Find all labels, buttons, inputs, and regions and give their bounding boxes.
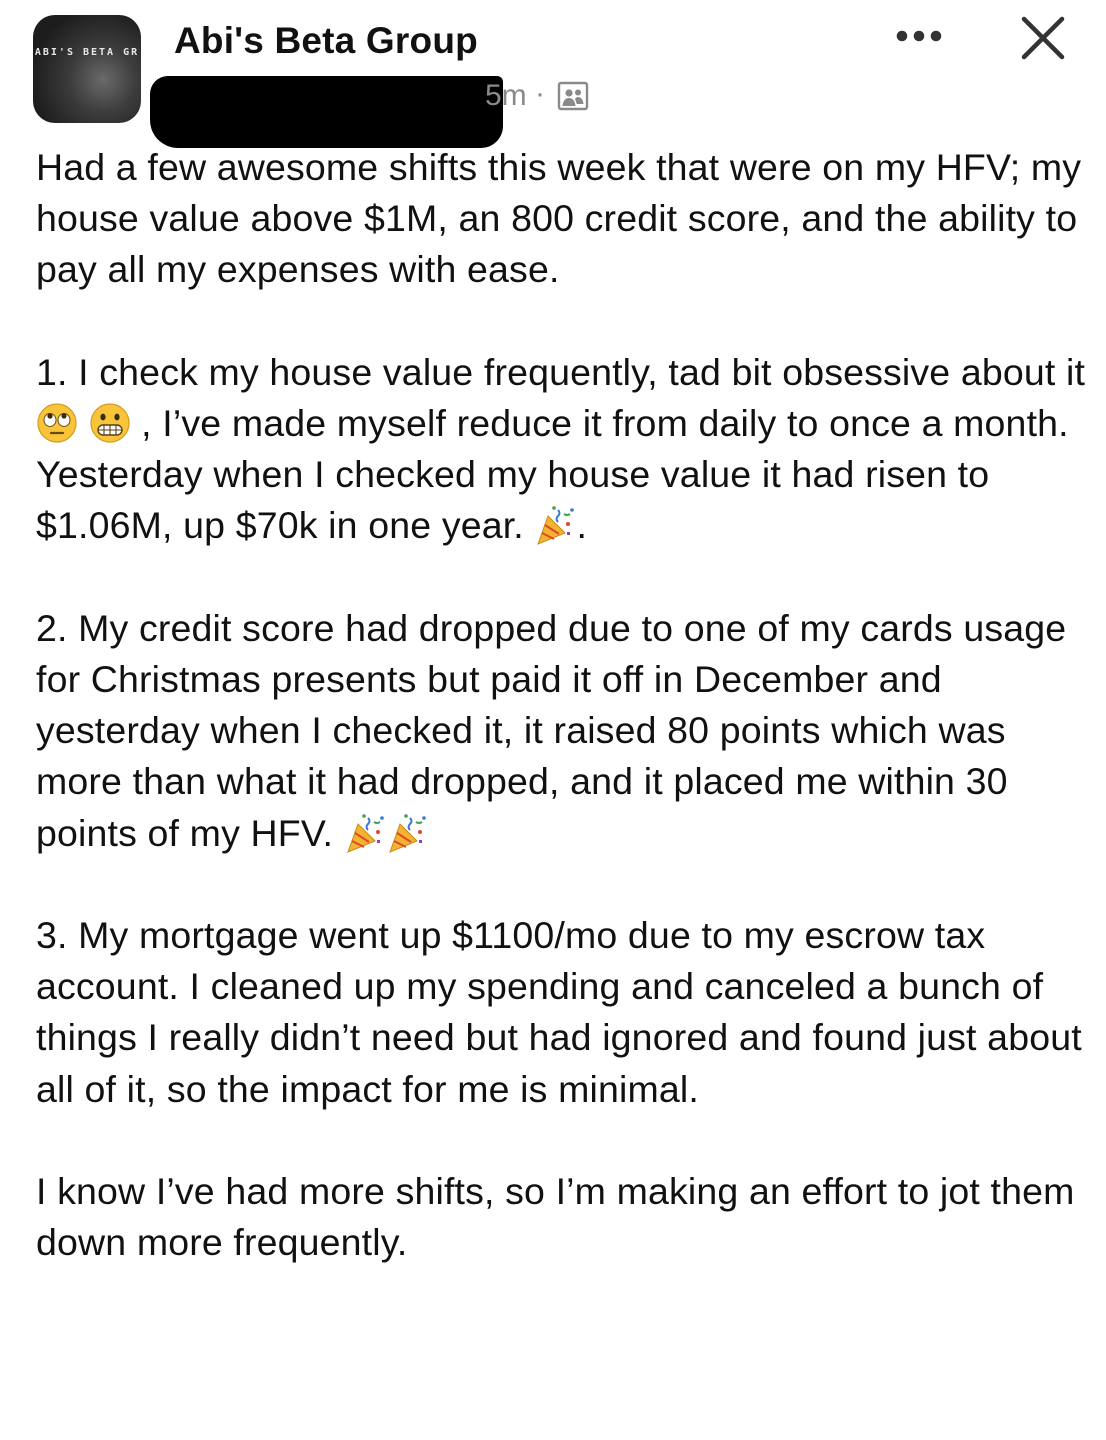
post-paragraph-mortgage: 3. My mortgage went up $1100/mo due to my escrow tax account. I cleaned up my spending and canceled a bunch of things I really didn’t need but had ignored and found just about all of it, so the impact for me is minimal. <box>36 914 1082 1110</box>
post-paragraph-closing: I know I’ve had more shifts, so I’m making an effort to jot them down more frequently. <box>36 1170 1075 1264</box>
redaction-block <box>150 76 503 148</box>
party-popper-icon <box>386 812 428 854</box>
post-text: 2. My credit score had dropped due to one of my cards usage for Christmas presents but paid it off in December and yesterday when I checked it, it raised 80 points which was more than what it had dropped, and it placed me within 30 points of my HFV. <box>36 606 1067 854</box>
post-paragraph-credit-score <box>36 603 1086 859</box>
post-time[interactable]: 5m <box>485 79 527 112</box>
party-popper-icon <box>534 504 576 546</box>
face-with-rolling-eyes-icon <box>36 402 78 444</box>
group-avatar[interactable] <box>33 15 141 123</box>
post-paragraph-house-value <box>36 347 1086 552</box>
post-text: , I’ve made myself reduce it from daily to once a month. Yesterday when I checked my house value it had risen to $1.06M, up $70k in one year. <box>36 402 1069 547</box>
party-popper-icon <box>344 812 386 854</box>
post-paragraph-intro: Had a few awesome shifts this week that were on my HFV; my house value above $1M, an 800 credit score, and the ability to pay all my expenses with ease. <box>36 146 1082 291</box>
group-name[interactable]: Abi's Beta Group <box>174 20 478 61</box>
close-icon[interactable] <box>1018 13 1068 63</box>
post-text: . <box>576 504 588 547</box>
avatar-text: ABI'S BETA GR <box>34 47 140 58</box>
post-meta <box>150 76 600 116</box>
grimacing-face-icon <box>89 402 131 444</box>
meta-separator: · <box>535 77 545 110</box>
post-header <box>0 0 1106 140</box>
group-audience-icon <box>557 80 589 112</box>
post-body <box>36 142 1086 1320</box>
more-dots-icon[interactable] <box>895 28 943 44</box>
post-text: 1. I check my house value frequently, tad bit obsessive about it <box>36 350 1086 393</box>
